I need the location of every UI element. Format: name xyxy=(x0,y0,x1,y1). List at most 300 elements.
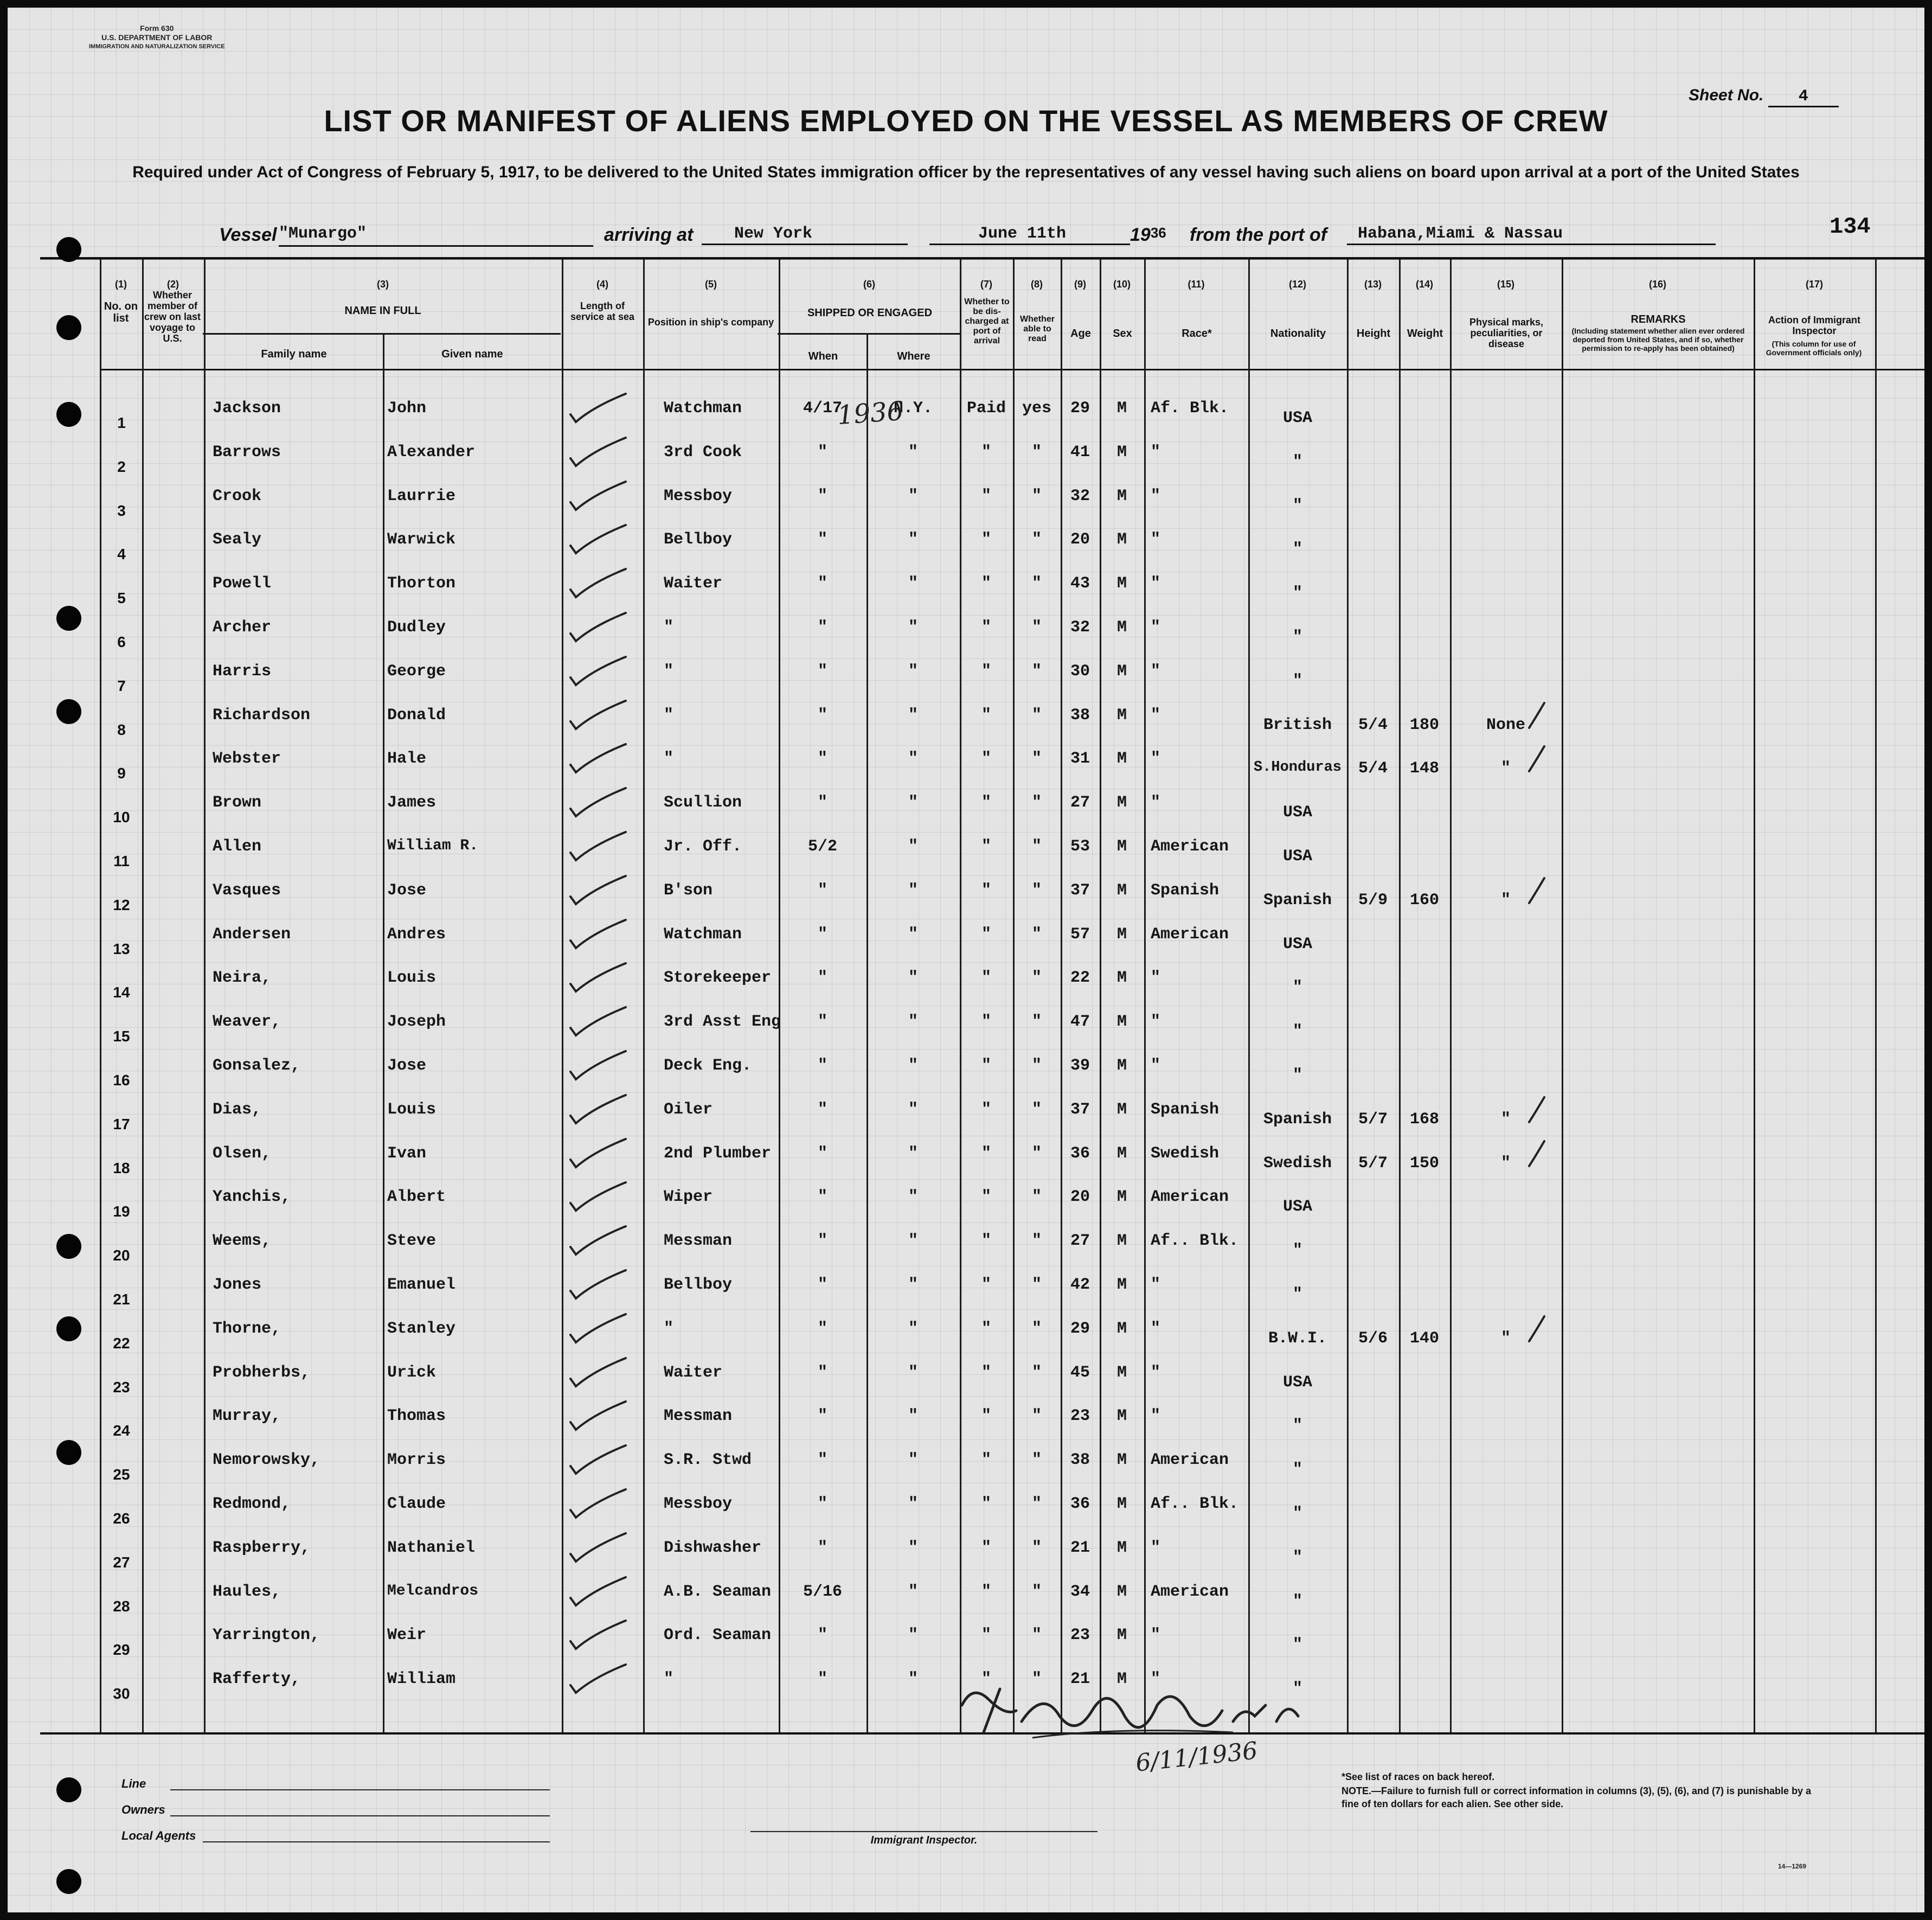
cell-when: " xyxy=(817,530,827,549)
cell-nationality: " xyxy=(1292,1505,1302,1523)
cell-read: " xyxy=(1031,1407,1042,1426)
cell-given: Warwick xyxy=(387,530,456,549)
cell-age: 23 xyxy=(1070,1626,1090,1645)
row-number: 27 xyxy=(113,1553,130,1571)
cell-age: 30 xyxy=(1070,662,1090,681)
manifest-sheet xyxy=(8,8,1924,1912)
header-inspector-note: (This column for use of Government officials only) xyxy=(1766,340,1862,357)
cell-read: " xyxy=(1031,969,1042,988)
service-check-icon xyxy=(566,785,631,823)
cell-given: John xyxy=(387,399,427,418)
cell-race: " xyxy=(1151,706,1161,725)
cell-nationality: British xyxy=(1263,715,1332,734)
row-number: 5 xyxy=(117,590,126,607)
departure-port: Habana,Miami & Nassau xyxy=(1347,225,1716,245)
row-number: 12 xyxy=(113,896,130,913)
cell-race: " xyxy=(1151,1363,1161,1382)
cell-race: " xyxy=(1151,443,1161,462)
cell-position: " xyxy=(664,750,674,769)
cell-when: " xyxy=(817,1319,827,1338)
cell-read: " xyxy=(1031,1188,1042,1207)
cell-when: " xyxy=(817,925,827,944)
port-label: from the port of xyxy=(1190,225,1327,245)
cell-where: " xyxy=(908,925,918,944)
cell-family: Dias, xyxy=(213,1100,262,1119)
cell-position: Waiter xyxy=(664,1363,723,1382)
cell-discharged: " xyxy=(981,1495,991,1513)
service-check-icon xyxy=(566,1004,631,1042)
cell-family: Harris xyxy=(213,662,272,681)
cell-discharged: Paid xyxy=(966,399,1006,418)
vessel-name: "Munargo" xyxy=(279,225,593,247)
cell-given: Steve xyxy=(387,1232,437,1251)
cell-where: " xyxy=(908,881,918,900)
column-number: (16) xyxy=(1648,279,1666,290)
cell-discharged: " xyxy=(981,1319,991,1338)
service-check-icon xyxy=(566,478,631,516)
cell-family: Sealy xyxy=(213,530,262,549)
service-check-icon xyxy=(566,1311,631,1349)
service-check-icon xyxy=(566,1179,631,1217)
header-age: Age xyxy=(1070,328,1091,340)
column-rule xyxy=(562,259,563,1732)
row-number: 26 xyxy=(113,1510,130,1527)
cell-race: " xyxy=(1151,574,1161,593)
service-check-icon xyxy=(566,1355,631,1393)
cell-family: Haules, xyxy=(213,1582,281,1601)
cell-read: " xyxy=(1031,1626,1042,1645)
cell-where: " xyxy=(908,1319,918,1338)
cell-weight: 180 xyxy=(1409,715,1439,734)
cell-race: " xyxy=(1151,487,1161,505)
punch-hole xyxy=(56,606,81,631)
row-number: 16 xyxy=(113,1072,130,1089)
footer-line-label: Line xyxy=(121,1777,146,1790)
cell-family: Olsen, xyxy=(213,1144,272,1163)
cell-when: " xyxy=(817,1538,827,1557)
cell-nationality: Spanish xyxy=(1263,891,1332,910)
cell-age: 29 xyxy=(1070,1319,1090,1338)
cell-nationality: USA xyxy=(1282,803,1312,822)
cell-read: " xyxy=(1031,530,1042,549)
cell-given: Alexander xyxy=(387,443,476,462)
cell-where: " xyxy=(908,969,918,988)
cell-sex: M xyxy=(1116,1495,1127,1513)
cell-sex: M xyxy=(1116,1626,1127,1645)
service-check-icon xyxy=(566,697,631,735)
cell-where: " xyxy=(908,1407,918,1426)
name-header-rule xyxy=(203,333,561,335)
cell-age: 29 xyxy=(1070,399,1090,418)
column-number: (9) xyxy=(1074,279,1086,290)
cell-nationality: USA xyxy=(1282,847,1312,866)
footer-agents-label: Local Agents xyxy=(121,1829,196,1842)
cell-where: " xyxy=(908,443,918,462)
cell-height: 5/4 xyxy=(1358,759,1388,778)
cell-race: American xyxy=(1151,837,1229,856)
cell-family: Probherbs, xyxy=(213,1363,311,1382)
cell-race: Spanish xyxy=(1151,1100,1219,1119)
cell-read: " xyxy=(1031,662,1042,681)
cell-discharged: " xyxy=(981,1363,991,1382)
cell-sex: M xyxy=(1116,925,1127,944)
cell-sex: M xyxy=(1116,1013,1127,1032)
cell-given: Jose xyxy=(387,1057,427,1075)
cell-where: " xyxy=(908,1232,918,1251)
cell-age: 27 xyxy=(1070,793,1090,812)
cell-sex: M xyxy=(1116,618,1127,637)
cell-age: 43 xyxy=(1070,574,1090,593)
cell-age: 31 xyxy=(1070,750,1090,769)
cell-nationality: " xyxy=(1292,496,1302,515)
cell-nationality: B.W.I. xyxy=(1268,1329,1327,1348)
cell-race: American xyxy=(1151,1188,1229,1207)
marks-check-icon xyxy=(1526,1094,1548,1127)
cell-where: " xyxy=(908,574,918,593)
column-rule xyxy=(1347,259,1349,1732)
row-number: 19 xyxy=(113,1203,130,1220)
cell-sex: M xyxy=(1116,793,1127,812)
punch-hole xyxy=(56,699,81,724)
service-check-icon xyxy=(566,917,631,955)
cell-family: Jones xyxy=(213,1276,262,1294)
cell-sex: M xyxy=(1116,1363,1127,1382)
row-number: 8 xyxy=(117,721,126,738)
column-number: (11) xyxy=(1188,279,1205,290)
cell-weight: 160 xyxy=(1409,891,1439,910)
header-sex: Sex xyxy=(1113,328,1132,340)
header-able-to-read: Whether able to read xyxy=(1020,315,1055,343)
cell-race: " xyxy=(1151,1013,1161,1032)
row-number: 22 xyxy=(113,1334,130,1352)
service-check-icon xyxy=(566,434,631,472)
cell-weight: 140 xyxy=(1409,1329,1439,1348)
cell-family: Redmond, xyxy=(213,1495,291,1513)
cell-age: 41 xyxy=(1070,443,1090,462)
column-rule xyxy=(1450,259,1452,1732)
cell-weight: 148 xyxy=(1409,759,1439,778)
cell-position: " xyxy=(664,706,674,725)
cell-race: " xyxy=(1151,793,1161,812)
cell-given: James xyxy=(387,793,437,812)
year-prefix: 19 xyxy=(1130,225,1151,245)
punch-hole xyxy=(56,315,81,340)
cell-discharged: " xyxy=(981,1538,991,1557)
cell-weight: 150 xyxy=(1409,1154,1439,1173)
cell-given: George xyxy=(387,662,446,681)
cell-age: 23 xyxy=(1070,1407,1090,1426)
header-race: Race* xyxy=(1182,328,1212,340)
cell-when: " xyxy=(817,1057,827,1075)
cell-marks: None xyxy=(1486,715,1525,734)
header-nationality: Nationality xyxy=(1270,328,1326,340)
cell-nationality: " xyxy=(1292,1022,1302,1041)
column-number: (3) xyxy=(377,279,389,290)
cell-discharged: " xyxy=(981,1013,991,1032)
cell-sex: M xyxy=(1116,1582,1127,1601)
cell-family: Gonsalez, xyxy=(213,1057,301,1075)
header-physical-marks: Physical marks, peculiarities, or disease xyxy=(1469,317,1544,349)
penalty-note: NOTE.—Failure to furnish full or correct information in columns (3), (5), (6), and (7) is punishable by a fine of ten dollars for each alien. See other side. xyxy=(1342,1785,1812,1809)
marks-check-icon xyxy=(1526,1138,1548,1170)
cell-marks: " xyxy=(1500,1154,1511,1173)
service-check-icon xyxy=(566,391,631,428)
row-number: 17 xyxy=(113,1115,130,1132)
cell-nationality: " xyxy=(1292,1285,1302,1304)
cell-read: " xyxy=(1031,793,1042,812)
cell-given: Morris xyxy=(387,1451,446,1470)
service-check-icon xyxy=(566,654,631,692)
cell-where: " xyxy=(908,793,918,812)
column-rule xyxy=(1875,259,1877,1732)
cell-nationality: USA xyxy=(1282,1198,1312,1217)
cell-when: " xyxy=(817,750,827,769)
cell-race: Swedish xyxy=(1151,1144,1219,1163)
cell-sex: M xyxy=(1116,574,1127,593)
footer-line-rule xyxy=(170,1789,550,1790)
page-subtitle: Required under Act of Congress of February 5, 1917, to be delivered to the United States immigration officer by the representatives of any vessel having such aliens on board upon arrival at a port of the United States xyxy=(132,163,1800,181)
row-number: 10 xyxy=(113,809,130,826)
column-number: (8) xyxy=(1031,279,1043,290)
column-number: (2) xyxy=(167,279,179,290)
service-check-icon xyxy=(566,741,631,779)
form-heading xyxy=(89,24,225,52)
cell-where: " xyxy=(908,1057,918,1075)
cell-when: " xyxy=(817,1670,827,1689)
cell-race: American xyxy=(1151,1582,1229,1601)
cell-nationality: " xyxy=(1292,1417,1302,1436)
header-last-voyage: Whether member of crew on last voyage to U.S. xyxy=(144,290,201,344)
column-number: (7) xyxy=(980,279,992,290)
cell-marks: " xyxy=(1500,1110,1511,1129)
row-number: 2 xyxy=(117,458,126,475)
cell-position: Watchman xyxy=(664,399,742,418)
cell-position: " xyxy=(664,662,674,681)
cell-given: Urick xyxy=(387,1363,437,1382)
service-check-icon xyxy=(566,1048,631,1086)
cell-age: 21 xyxy=(1070,1670,1090,1689)
cell-when: " xyxy=(817,1495,827,1513)
cell-read: " xyxy=(1031,1451,1042,1470)
cell-read: yes xyxy=(1022,399,1051,418)
cell-position: B'son xyxy=(664,881,713,900)
cell-position: Jr. Off. xyxy=(664,837,742,856)
form-service: IMMIGRATION AND NATURALIZATION SERVICE xyxy=(89,43,225,50)
cell-age: 42 xyxy=(1070,1276,1090,1294)
cell-sex: M xyxy=(1116,662,1127,681)
cell-height: 5/6 xyxy=(1358,1329,1388,1348)
cell-family: Barrows xyxy=(213,443,281,462)
cell-race: " xyxy=(1151,1276,1161,1294)
cell-family: Andersen xyxy=(213,925,291,944)
row-number: 24 xyxy=(113,1422,130,1439)
cell-height: 5/7 xyxy=(1358,1110,1388,1129)
cell-when: " xyxy=(817,1013,827,1032)
cell-age: 34 xyxy=(1070,1582,1090,1601)
cell-family: Weems, xyxy=(213,1232,272,1251)
signature-date: 6/11/1936 xyxy=(1134,1737,1259,1777)
cell-sex: M xyxy=(1116,750,1127,769)
service-check-icon xyxy=(566,829,631,867)
header-when: When xyxy=(808,350,838,362)
cell-discharged: " xyxy=(981,662,991,681)
cell-nationality: " xyxy=(1292,1548,1302,1567)
cell-when: " xyxy=(817,881,827,900)
cell-where: " xyxy=(908,1582,918,1601)
column-number: (13) xyxy=(1364,279,1382,290)
cell-discharged: " xyxy=(981,574,991,593)
cell-when: " xyxy=(817,1100,827,1119)
cell-sex: M xyxy=(1116,1188,1127,1207)
cell-where: " xyxy=(908,618,918,637)
cell-family: Archer xyxy=(213,618,272,637)
cell-position: Messboy xyxy=(664,1495,733,1513)
cell-given: William R. xyxy=(387,837,479,854)
cell-position: 3rd Cook xyxy=(664,443,742,462)
row-number: 4 xyxy=(117,546,126,563)
cell-discharged: " xyxy=(981,1276,991,1294)
cell-discharged: " xyxy=(981,793,991,812)
cell-age: 20 xyxy=(1070,530,1090,549)
cell-where: " xyxy=(908,706,918,725)
cell-sex: M xyxy=(1116,837,1127,856)
cell-age: 32 xyxy=(1070,618,1090,637)
cell-family: Richardson xyxy=(213,706,311,725)
header-position: Position in ship's company xyxy=(647,317,774,328)
cell-race: Af.. Blk. xyxy=(1151,1495,1239,1513)
cell-age: 45 xyxy=(1070,1363,1090,1382)
cell-read: " xyxy=(1031,443,1042,462)
cell-race: " xyxy=(1151,1670,1161,1689)
sheet-number-label: Sheet No. xyxy=(1689,86,1764,104)
cell-age: 57 xyxy=(1070,925,1090,944)
column-number: (6) xyxy=(863,279,875,290)
cell-position: Waiter xyxy=(664,574,723,593)
cell-race: " xyxy=(1151,662,1161,681)
cell-given: Andres xyxy=(387,925,446,944)
cell-when: " xyxy=(817,1144,827,1163)
cell-read: " xyxy=(1031,574,1042,593)
column-number: (15) xyxy=(1497,279,1514,290)
cell-where: " xyxy=(908,487,918,505)
cell-age: 39 xyxy=(1070,1057,1090,1075)
cell-given: Thomas xyxy=(387,1407,446,1426)
cell-family: Crook xyxy=(213,487,262,505)
cell-position: " xyxy=(664,618,674,637)
cell-read: " xyxy=(1031,1276,1042,1294)
cell-age: 20 xyxy=(1070,1188,1090,1207)
form-code: 14—1269 xyxy=(1778,1863,1807,1870)
cell-race: " xyxy=(1151,1626,1161,1645)
footer-owners-rule xyxy=(170,1815,550,1816)
cell-family: Jackson xyxy=(213,399,281,418)
header-name-in-full: NAME IN FULL xyxy=(344,305,421,317)
cell-when: " xyxy=(817,487,827,505)
cell-read: " xyxy=(1031,1582,1042,1601)
cell-discharged: " xyxy=(981,1144,991,1163)
cell-race: " xyxy=(1151,969,1161,988)
punch-hole xyxy=(56,1316,81,1341)
cell-position: Scullion xyxy=(664,793,742,812)
cell-family: Nemorowsky, xyxy=(213,1451,320,1470)
row-number: 11 xyxy=(113,853,130,869)
cell-sex: M xyxy=(1116,530,1127,549)
cell-nationality: " xyxy=(1292,452,1302,471)
row-number: 18 xyxy=(113,1159,130,1176)
cell-where: " xyxy=(908,1188,918,1207)
row-number: 29 xyxy=(113,1641,130,1659)
cell-read: " xyxy=(1031,618,1042,637)
cell-when: " xyxy=(817,662,827,681)
cell-race: " xyxy=(1151,1407,1161,1426)
row-number: 13 xyxy=(113,940,130,957)
cell-sex: M xyxy=(1116,1057,1127,1075)
cell-when: " xyxy=(817,793,827,812)
cell-nationality: Spanish xyxy=(1263,1110,1332,1129)
service-check-icon xyxy=(566,873,631,911)
cell-position: Dishwasher xyxy=(664,1538,762,1557)
cell-sex: M xyxy=(1116,1451,1127,1470)
cell-read: " xyxy=(1031,1013,1042,1032)
row-number: 25 xyxy=(113,1466,130,1483)
cell-age: 36 xyxy=(1070,1144,1090,1163)
cell-race: Spanish xyxy=(1151,881,1219,900)
column-number: (17) xyxy=(1805,279,1823,290)
cell-family: Allen xyxy=(213,837,262,856)
cell-position: Messboy xyxy=(664,487,733,505)
row-number: 3 xyxy=(117,502,126,519)
header-shipped-engaged: SHIPPED OR ENGAGED xyxy=(807,307,933,319)
cell-position: Deck Eng. xyxy=(664,1057,752,1075)
cell-discharged: " xyxy=(981,1582,991,1601)
cell-given: Thorton xyxy=(387,574,456,593)
cell-given: Weir xyxy=(387,1626,427,1645)
column-rule xyxy=(1754,259,1755,1732)
year-suffix: 36 xyxy=(1150,225,1166,241)
cell-age: 36 xyxy=(1070,1495,1090,1513)
cell-discharged: " xyxy=(981,618,991,637)
cell-given: Albert xyxy=(387,1188,446,1207)
footer-agents-rule xyxy=(203,1841,550,1842)
column-rule xyxy=(643,259,645,1732)
column-number: (10) xyxy=(1113,279,1131,290)
cell-nationality: " xyxy=(1292,628,1302,647)
service-check-icon xyxy=(566,1092,631,1130)
row-number: 14 xyxy=(113,984,130,1001)
row-number: 21 xyxy=(113,1291,130,1308)
cell-nationality: USA xyxy=(1282,1373,1312,1392)
cell-read: " xyxy=(1031,1670,1042,1689)
cell-discharged: " xyxy=(981,530,991,549)
row-number: 9 xyxy=(117,765,126,782)
cell-nationality: " xyxy=(1292,671,1302,690)
cell-sex: M xyxy=(1116,969,1127,988)
cell-nationality: S.Honduras xyxy=(1253,759,1342,776)
cell-sex: M xyxy=(1116,1100,1127,1119)
cell-family: Webster xyxy=(213,750,281,769)
shipped-header-rule xyxy=(778,333,960,335)
cell-read: " xyxy=(1031,1538,1042,1557)
arrival-year xyxy=(1130,225,1166,246)
cell-discharged: " xyxy=(981,1626,991,1645)
punch-hole xyxy=(56,402,81,427)
header-remarks-note: (Including statement whether alien ever ordered deported from United States, and if so, whether permission to re-apply has been obtained) xyxy=(1571,327,1745,353)
cell-when: 5/2 xyxy=(807,837,837,856)
cell-read: " xyxy=(1031,1100,1042,1119)
cell-discharged: " xyxy=(981,750,991,769)
cell-discharged: " xyxy=(981,1100,991,1119)
header-family-name: Family name xyxy=(261,348,327,360)
